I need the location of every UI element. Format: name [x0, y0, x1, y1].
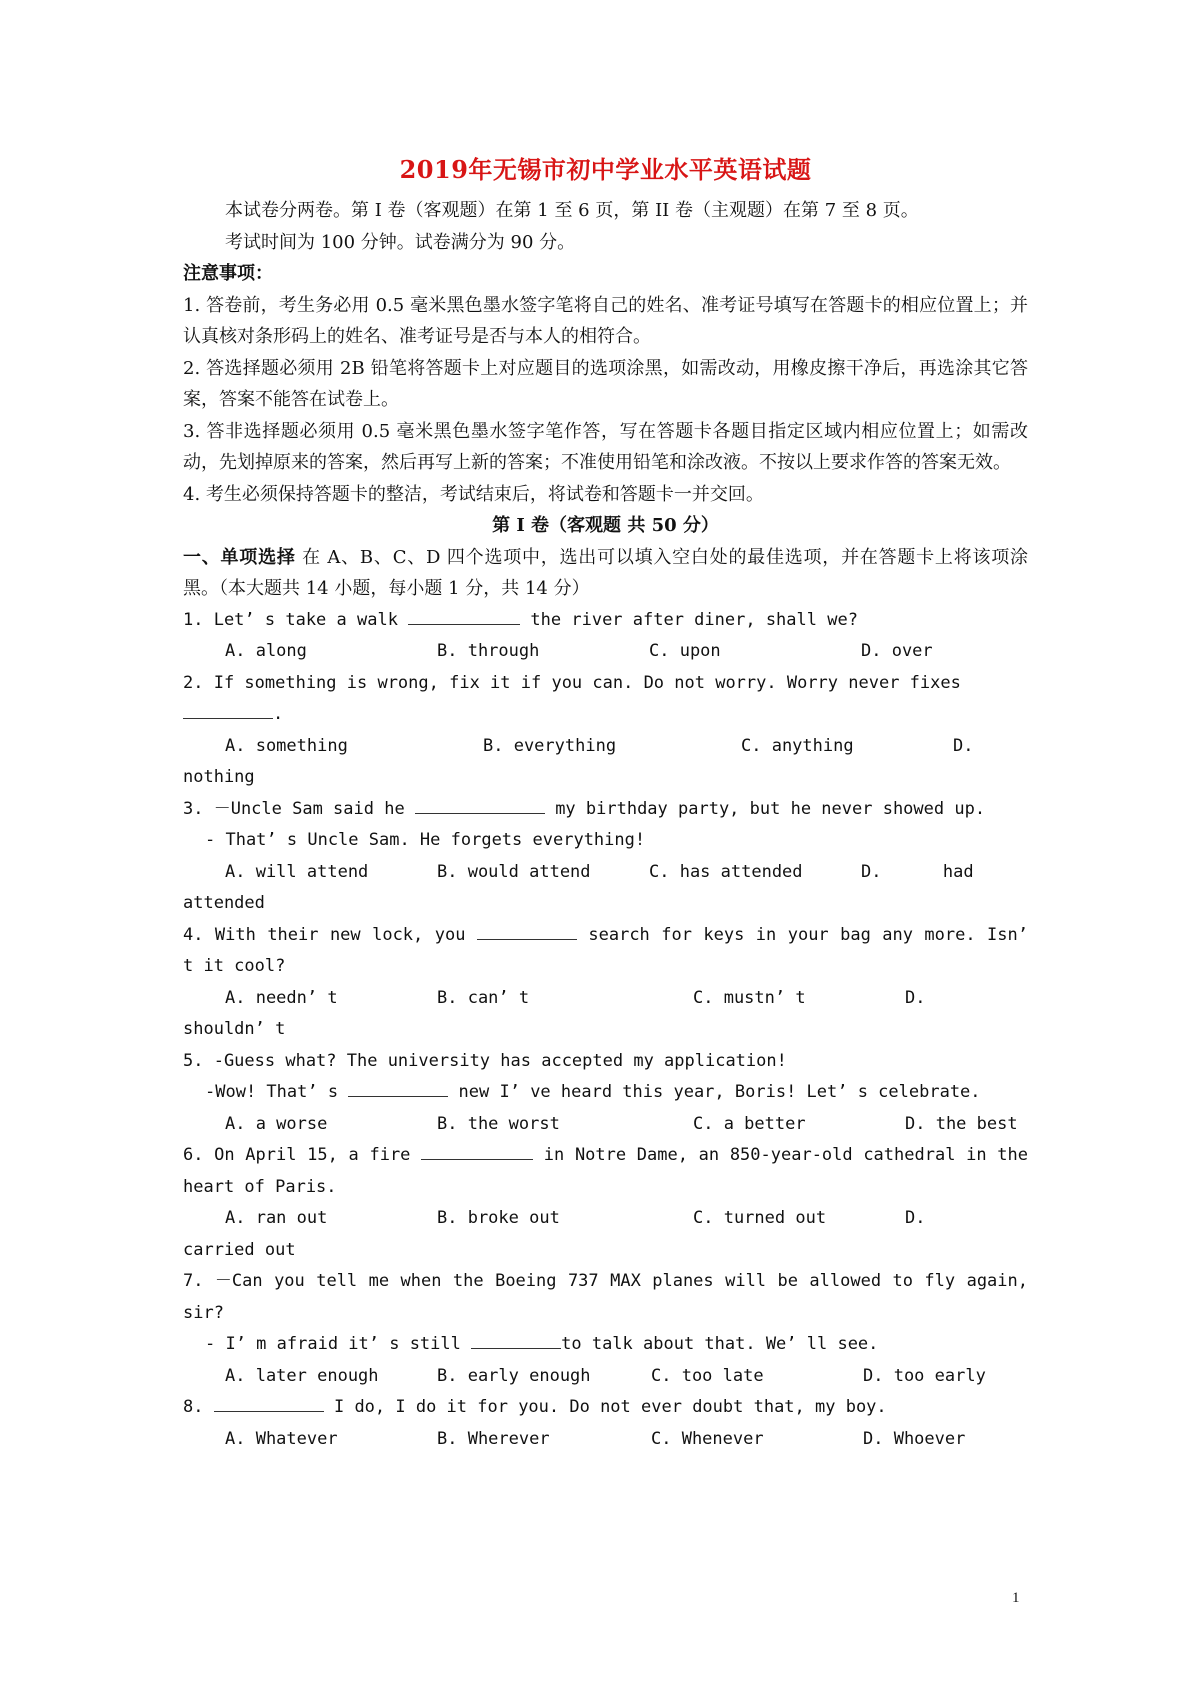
- answer-blank: [214, 1393, 324, 1412]
- question-4-options: A. needn’ t B. can’ t C. mustn’ t D.: [225, 987, 926, 1008]
- part-title: 一、单项选择: [183, 546, 296, 568]
- answer-blank: [477, 921, 577, 940]
- exam-title: 2019年无锡市初中学业水平英语试题: [399, 155, 812, 184]
- question-6-options: A. ran out B. broke out C. turned out D.: [225, 1208, 926, 1228]
- question-3: 3. －Uncle Sam said he my birthday party, but he never showed up.: [183, 794, 1028, 826]
- intro-paragraph-1: 本试卷分两卷。第 I 卷（客观题）在第 1 至 6 页，第 II 卷（主观题）在第 7 至 8 页。: [225, 200, 919, 221]
- answer-blank: [471, 1330, 561, 1349]
- answer-blank: [421, 1141, 533, 1160]
- note-item-3: 3. 答非选择题必须用 0.5 毫米黑色墨水签字笔作答，写在答题卡各题目指定区域内相应位置上；如需改动，先划掉原来的答案，然后再写上新的答案；不准使用铅笔和涂改液。不按以上要求作答的答案无效。: [183, 420, 1028, 473]
- question-4-wrap: shouldn’ t: [183, 1019, 286, 1039]
- answer-blank: [183, 700, 273, 719]
- question-8: 8. I do, I do it for you. Do not ever doubt that, my boy.: [183, 1392, 1028, 1424]
- question-2-options: A. something B. everything C. anything D.: [225, 735, 974, 756]
- question-6: 6. On April 15, a fire in Notre Dame, an 850-year-old cathedral in the heart of Paris.: [183, 1140, 1028, 1203]
- question-2-wrap: nothing: [183, 767, 255, 787]
- exam-page: [183, 150, 1028, 1455]
- question-5: 5. -Guess what? The university has accepted my application!: [183, 1050, 787, 1071]
- question-4: 4. With their new lock, you search for keys in your bag any more. Isn’ t it cool?: [183, 920, 1028, 983]
- question-3-reply: - That’ s Uncle Sam. He forgets everything!: [205, 830, 646, 850]
- question-3-wrap: attended: [183, 893, 265, 913]
- part-text: 在 A、B、C、D 四个选项中，选出可以填入空白处的最佳选项，并在答题卡上将该项涂黑。（本大题共 14 小题，每小题 1 分，共 14 分）: [183, 546, 1029, 599]
- note-item-2: 2. 答选择题必须用 2B 铅笔将答题卡上对应题目的选项涂黑，如需改动，用橡皮擦干净后，再选涂其它答案，答案不能答在试卷上。: [183, 357, 1028, 410]
- answer-blank: [348, 1078, 448, 1097]
- intro-paragraph-2: 考试时间为 100 分钟。试卷满分为 90 分。: [225, 231, 576, 253]
- question-8-options: A. Whatever B. Wherever C. Whenever D. Whoever: [225, 1428, 966, 1449]
- question-7-reply: - I’ m afraid it’ s still to talk about that. We’ ll see.: [183, 1329, 1028, 1361]
- notes-heading: 注意事项：: [183, 263, 273, 284]
- answer-blank: [408, 606, 520, 625]
- question-5-reply: -Wow! That’ s new I’ ve heard this year, Boris! Let’ s celebrate.: [183, 1077, 1028, 1109]
- question-7-options: A. later enough B. early enough C. too late D. too early: [225, 1365, 986, 1386]
- note-item-1: 1. 答卷前，考生务必用 0.5 毫米黑色墨水签字笔将自己的姓名、准考证号填写在答题卡的相应位置上；并认真核对条形码上的姓名、准考证号是否与本人的相符合。: [183, 294, 1028, 347]
- question-3-options: A. will attend B. would attend C. has attended D. had: [225, 861, 974, 882]
- question-6-wrap: carried out: [183, 1239, 296, 1260]
- page-number: 1: [1012, 1590, 1020, 1606]
- question-7: 7. －Can you tell me when the Boeing 737 MAX planes will be allowed to fly again, sir?: [183, 1271, 1028, 1323]
- part-instructions: [183, 542, 1028, 605]
- question-1-options: A. along B. through C. upon D. over: [225, 641, 933, 661]
- question-1: 1. Let’ s take a walk the river after diner, shall we?: [183, 605, 1028, 637]
- section-heading: 第 I 卷（客观题 共 50 分）: [492, 515, 719, 536]
- question-2: 2. If something is wrong, fix it if you can. Do not worry. Worry never fixes .: [183, 672, 961, 724]
- note-item-4: 4. 考生必须保持答题卡的整洁，考试结束后，将试卷和答题卡一并交回。: [183, 483, 764, 505]
- question-5-options: A. a worse B. the worst C. a better D. the best: [225, 1113, 1018, 1134]
- answer-blank: [415, 795, 545, 814]
